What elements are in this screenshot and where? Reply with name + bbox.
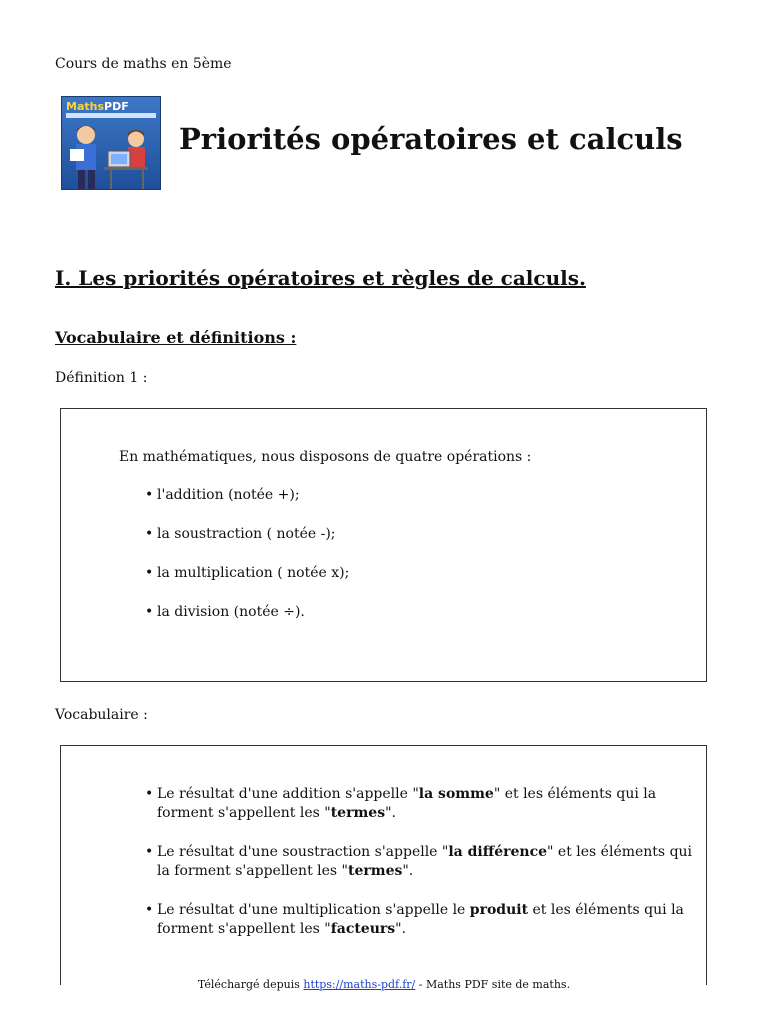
term-somme: la somme: [418, 786, 494, 802]
logo-illustration-icon: [62, 121, 160, 189]
definition-box: [60, 408, 707, 682]
term-facteurs: facteurs: [330, 921, 396, 937]
vocabulary-list: [145, 785, 693, 959]
list-item: • la division (notée ÷).: [145, 604, 349, 643]
section-heading: I. Les priorités opératoires et règles de calculs.: [55, 266, 586, 290]
list-item: • la multiplication ( notée x);: [145, 565, 349, 604]
footer-suffix: - Maths PDF site de maths.: [415, 978, 571, 991]
list-item: • la soustraction ( notée -);: [145, 526, 349, 565]
list-item: • Le résultat d'une soustraction s'appelle "la différence" et les éléments qui la forment s'appellent les "termes".: [145, 843, 693, 881]
logo-banner: [66, 100, 129, 113]
definition-intro: En mathématiques, nous disposons de quatre opérations :: [119, 449, 532, 465]
logo-text-maths: Maths: [66, 100, 105, 113]
term-difference: la différence: [448, 844, 548, 860]
page-footer: [0, 978, 768, 991]
term-termes: termes: [348, 863, 403, 879]
footer-link[interactable]: https://maths-pdf.fr/: [303, 978, 416, 991]
vocabulary-label: Vocabulaire :: [55, 707, 148, 723]
course-label: Cours de maths en 5ème: [55, 56, 232, 72]
definition-label: Définition 1 :: [55, 370, 148, 386]
footer-prefix: Téléchargé depuis: [197, 978, 304, 991]
vocabulary-subheading: Vocabulaire et définitions :: [55, 328, 297, 347]
operations-list: [145, 487, 349, 643]
term-termes: termes: [330, 805, 386, 821]
term-produit: produit: [469, 902, 529, 918]
list-item: • l'addition (notée +);: [145, 487, 349, 526]
logo-subtitle-strip: [66, 113, 156, 118]
maths-pdf-logo: [61, 96, 161, 190]
logo-text-pdf: PDF: [104, 100, 129, 113]
vocabulary-box: [60, 745, 707, 985]
list-item: • Le résultat d'une addition s'appelle "la somme" et les éléments qui la forment s'appellent les "termes".: [145, 785, 693, 823]
page-title: Priorités opératoires et calculs: [179, 122, 683, 156]
list-item: • Le résultat d'une multiplication s'appelle le produit et les éléments qui la forment s'appellent les "facteurs".: [145, 901, 693, 939]
